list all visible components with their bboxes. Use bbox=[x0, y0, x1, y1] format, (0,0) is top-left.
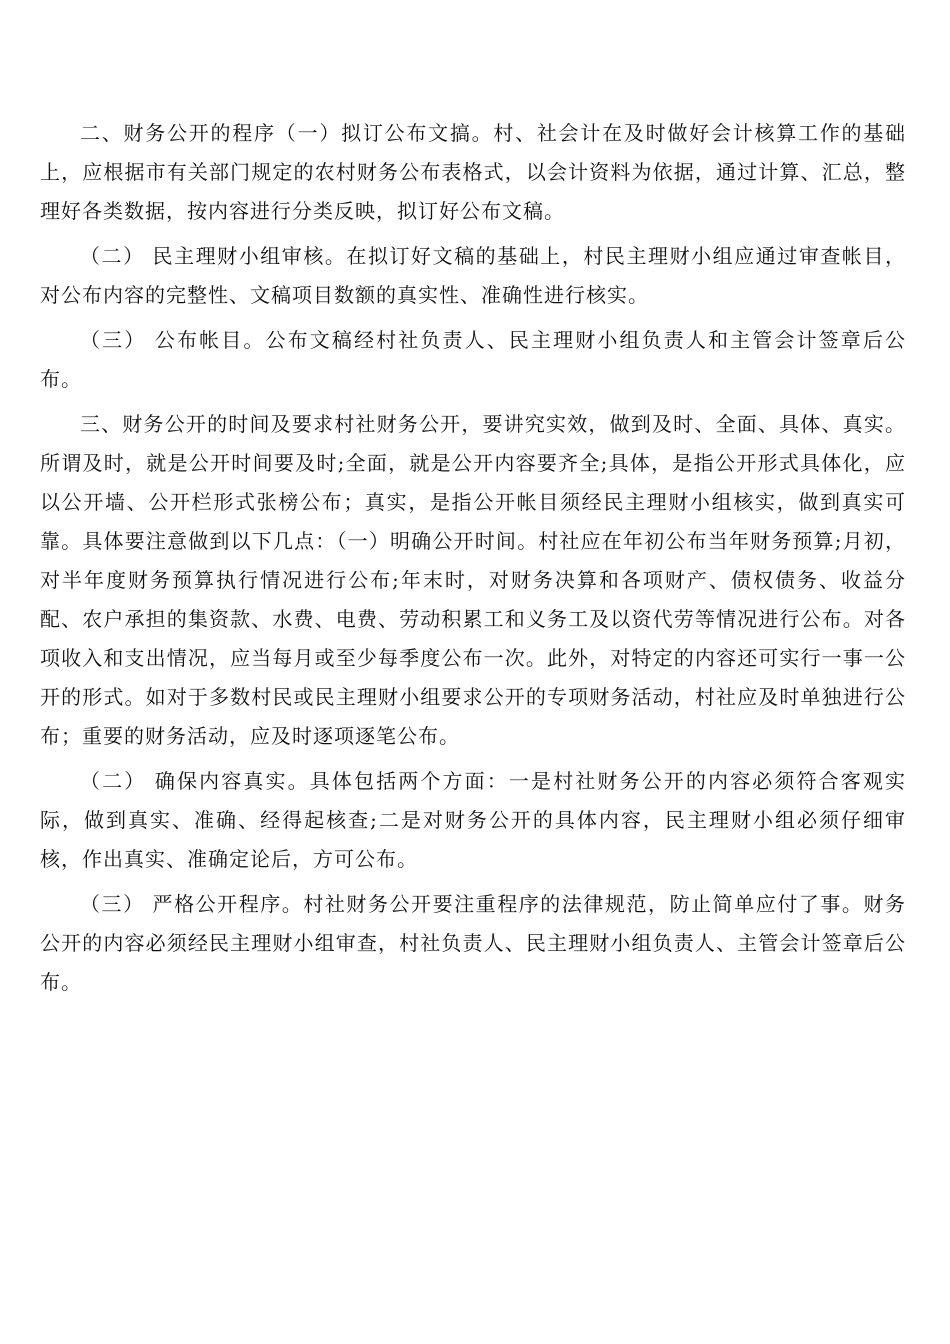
paragraph-strict-procedure: （三） 严格公开程序。村社财务公开要注重程序的法律规范，防止简单应付了事。财务公开的内容必须经民主理财小组审查，村社负责人、民主理财小组负责人、主管会计签章后公布。 bbox=[40, 892, 906, 994]
paragraph-audit: （二） 民主理财小组审核。在拟订好文稿的基础上，村民主理财小组应通过审查帐目，对公布内容的完整性、文稿项目数额的真实性、准确性进行核实。 bbox=[40, 244, 906, 307]
paragraph-procedure-draft: 二、财务公开的程序（一）拟订公布文搞。村、社会计在及时做好会计核算工作的基础上，应根据市有关部门规定的农村财务公布表格式，以会计资料为依据，通过计算、汇总，整理好各类数据，按内容进行分类反映，拟订好公布文稿。 bbox=[40, 121, 906, 223]
paragraph-publish-accounts: （三） 公布帐目。公布文稿经村社负责人、民主理财小组负责人和主管会计签章后公布。 bbox=[40, 328, 906, 391]
paragraph-ensure-truth: （二） 确保内容真实。具体包括两个方面：一是村社财务公开的内容必须符合客观实际，做到真实、准确、经得起核查;二是对财务公开的具体内容，民主理财小组必须仔细审核，作出真实、准确定论后，方可公布。 bbox=[40, 769, 906, 871]
document-body bbox=[40, 114, 906, 1008]
paragraph-timing-requirements: 三、财务公开的时间及要求村社财务公开，要讲究实效，做到及时、全面、具体、真实。所谓及时，就是公开时间要及时;全面，就是公开内容要齐全;具体，是指公开形式具体化，应以公开墙、公开栏形式张榜公布；真实，是指公开帐目须经民主理财小组核实，做到真实可靠。具体要注意做到以下几点：（一）明确公开时间。村社应在年初公布当年财务预算;月初，对半年度财务预算执行情况进行公布;年末时，对财务决算和各项财产、债权债务、收益分配、农户承担的集资款、水费、电费、劳动积累工和义务工及以资代劳等情况进行公布。对各项收入和支出情况，应当每月或至少每季度公布一次。此外，对特定的内容还可实行一事一公开的形式。如对于多数村民或民主理财小组要求公开的专项财务活动，村社应及时单独进行公布；重要的财务活动，应及时逐项逐笔公布。 bbox=[40, 412, 906, 748]
